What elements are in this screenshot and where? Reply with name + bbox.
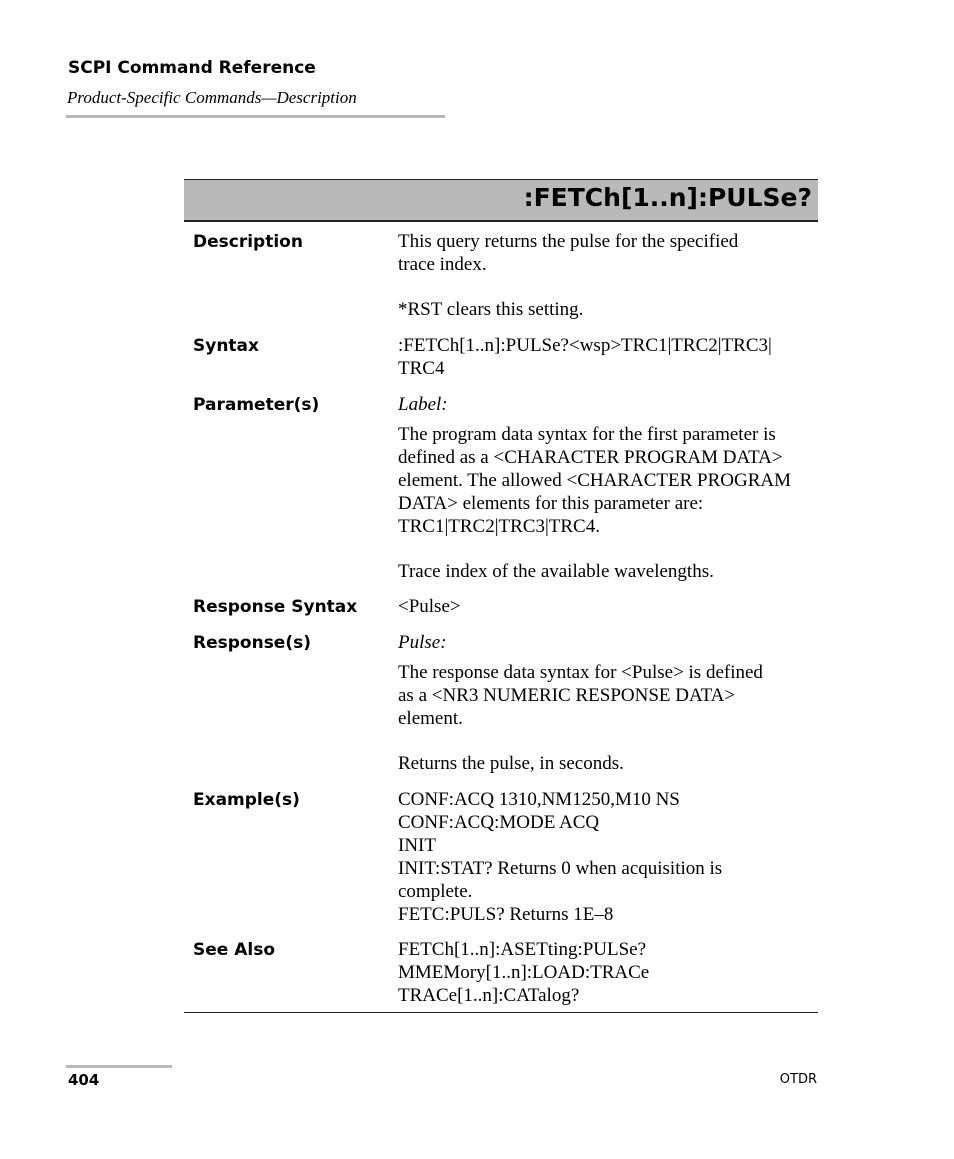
parameter-name: Label: — [398, 394, 448, 415]
footer-rule — [66, 1065, 172, 1068]
syntax-line: TRC4 — [398, 358, 445, 379]
see-also-line: TRACe[1..n]:CATalog? — [398, 985, 580, 1006]
response-syntax-label: Response Syntax — [193, 597, 358, 617]
example-line: CONF:ACQ 1310,NM1250,M10 NS — [398, 789, 680, 810]
command-title: :FETCh[1..n]:PULSe? — [523, 183, 812, 212]
page-number: 404 — [68, 1071, 100, 1089]
response-line: The response data syntax for <Pulse> is defined — [398, 662, 763, 683]
responses-label: Response(s) — [193, 633, 311, 653]
response-line: Returns the pulse, in seconds. — [398, 753, 624, 774]
parameter-line: Trace index of the available wavelengths. — [398, 561, 714, 582]
description-line: trace index. — [398, 254, 487, 275]
see-also-value — [398, 938, 818, 1007]
response-line: as a <NR3 NUMERIC RESPONSE DATA> — [398, 685, 736, 706]
parameter-line: element. The allowed <CHARACTER PROGRAM — [398, 470, 791, 491]
see-also-line: MMEMory[1..n]:LOAD:TRACe — [398, 962, 650, 983]
parameter-line: DATA> elements for this parameter are: — [398, 493, 704, 514]
example-line: INIT:STAT? Returns 0 when acquisition is — [398, 858, 723, 879]
examples-label: Example(s) — [193, 790, 300, 810]
response-line: element. — [398, 708, 463, 729]
examples-value — [398, 788, 818, 926]
see-also-line: FETCh[1..n]:ASETting:PULSe? — [398, 939, 647, 960]
description-label: Description — [193, 232, 303, 252]
parameter-line: defined as a <CHARACTER PROGRAM DATA> — [398, 447, 783, 468]
description-value — [398, 230, 818, 321]
responses-value — [398, 631, 818, 775]
syntax-value — [398, 334, 818, 380]
header-rule — [66, 115, 445, 118]
syntax-line: :FETCh[1..n]:PULSe?<wsp>TRC1|TRC2|TRC3| — [398, 335, 772, 356]
command-header-bar — [184, 179, 818, 222]
section-title: SCPI Command Reference — [68, 58, 316, 78]
example-line: CONF:ACQ:MODE ACQ — [398, 812, 600, 833]
parameters-value — [398, 393, 818, 583]
example-line: FETC:PULS? Returns 1E–8 — [398, 904, 614, 925]
response-syntax-line: <Pulse> — [398, 596, 461, 617]
description-line: *RST clears this setting. — [398, 299, 584, 320]
response-name: Pulse: — [398, 632, 447, 653]
parameter-line: The program data syntax for the first parameter is — [398, 424, 776, 445]
product-name: OTDR — [779, 1072, 817, 1087]
table-bottom-rule — [184, 1012, 818, 1013]
parameter-line: TRC1|TRC2|TRC3|TRC4. — [398, 516, 600, 537]
syntax-label: Syntax — [193, 336, 259, 356]
parameters-label: Parameter(s) — [193, 395, 320, 415]
description-line: This query returns the pulse for the specified — [398, 231, 739, 252]
example-line: INIT — [398, 835, 436, 856]
section-subtitle: Product-Specific Commands—Description — [67, 88, 357, 107]
see-also-label: See Also — [193, 940, 276, 960]
example-line: complete. — [398, 881, 473, 902]
response-syntax-value — [398, 595, 818, 618]
